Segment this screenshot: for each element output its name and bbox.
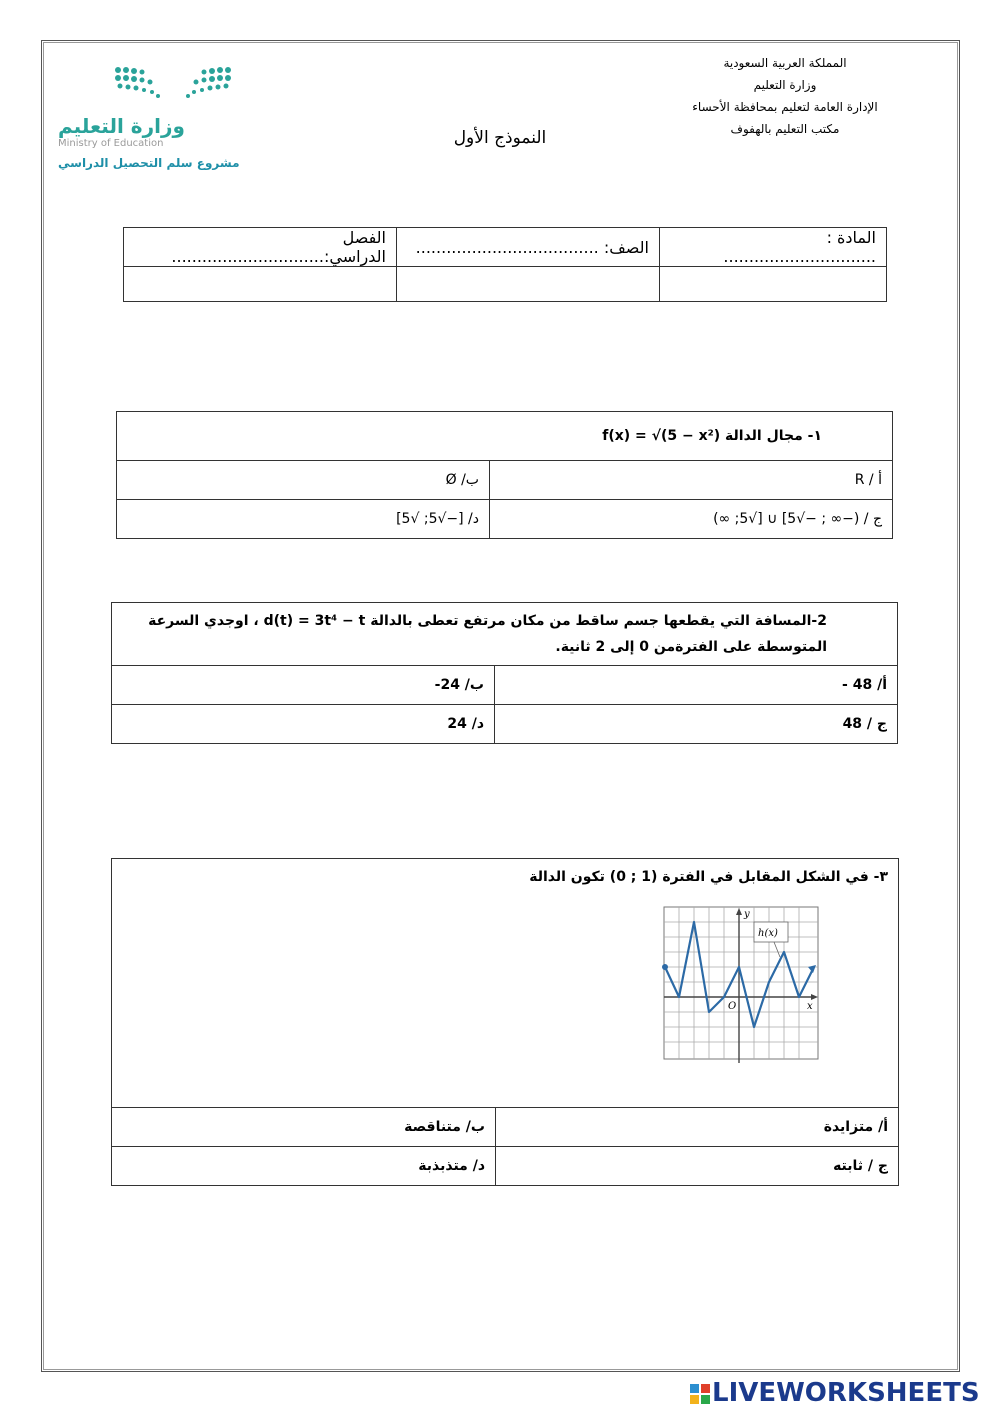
q2-option-a[interactable]: أ/ 48 -	[495, 666, 898, 705]
header-block	[660, 52, 910, 140]
y-axis-label: y	[744, 909, 750, 920]
subject-answer-cell[interactable]	[660, 267, 887, 302]
q1-option-b[interactable]: ب/ Ø	[117, 461, 490, 500]
fn-label: h(x)	[758, 928, 778, 939]
header-line-directorate: الإدارة العامة لتعليم بمحافظة الأحساء	[692, 100, 878, 114]
page-title: النموذج الأول	[453, 128, 547, 148]
question-1-stem: ١- مجال الدالة f(x) = √(5 − x²)	[117, 412, 893, 461]
question-2-stem	[112, 603, 898, 666]
function-graph	[662, 905, 822, 1065]
q3-option-d[interactable]: د/ متذبذبة	[112, 1147, 496, 1186]
curve-start-point	[662, 964, 668, 970]
question-2-stem-line-2: المتوسطة على الفترةمن 0 إلى 2 ثانية.	[555, 639, 827, 655]
grade-answer-cell[interactable]	[397, 267, 660, 302]
header-line-kingdom: المملكة العربية السعودية	[723, 56, 847, 70]
logo-arabic-text: وزارة التعليم	[58, 114, 185, 138]
header-line-ministry: وزارة التعليم	[753, 78, 817, 92]
q1-option-d[interactable]: د/ [−√5; √5]	[117, 500, 490, 539]
q3-option-b[interactable]: ب/ متناقصة	[112, 1108, 496, 1147]
logo-english-text: Ministry of Education	[58, 138, 164, 149]
grade-cell[interactable]: الصف: ....................................	[397, 228, 660, 267]
semester-answer-cell[interactable]	[124, 267, 397, 302]
question-3-stem: ٣- في الشكل المقابل في الفترة (1 ; 0) تكون الدالة	[112, 859, 899, 1108]
q3-option-c[interactable]: ج / ثابته	[496, 1147, 899, 1186]
q2-option-d[interactable]: د/ 24	[112, 705, 495, 744]
student-info-table	[123, 227, 887, 302]
q1-option-a[interactable]: أ / R	[490, 461, 893, 500]
brand-text: LIVEWORKSHEETS	[712, 1378, 980, 1408]
semester-cell[interactable]: الفصل الدراسي:..............................	[124, 228, 397, 267]
question-2-stem-line-1: 2-المسافة التي يقطعها جسم ساقط من مكان مرتفع تعطى بالدالة d(t) = 3t⁴ − t ، اوجدي السرعة	[148, 613, 827, 629]
header-line-office: مكتب التعليم بالهفوف	[730, 122, 840, 136]
liveworksheets-logo-icon	[690, 1384, 710, 1404]
x-axis-label: x	[807, 1001, 813, 1012]
liveworksheets-brand	[690, 1378, 980, 1408]
q2-option-c[interactable]: ج / 48	[495, 705, 898, 744]
q3-option-a[interactable]: أ/ متزايدة	[496, 1108, 899, 1147]
origin-label: O	[728, 1001, 737, 1012]
logo-project-text: مشروع سلم التحصيل الدراسي	[58, 156, 240, 170]
q2-option-b[interactable]: ب/ 24-	[112, 666, 495, 705]
q1-option-c[interactable]: ج / (−∞ ; −√5] ∪ [√5; ∞)	[490, 500, 893, 539]
question-2-table	[111, 602, 898, 744]
question-1-table	[116, 411, 893, 539]
subject-cell[interactable]: المادة : ..............................	[660, 228, 887, 267]
